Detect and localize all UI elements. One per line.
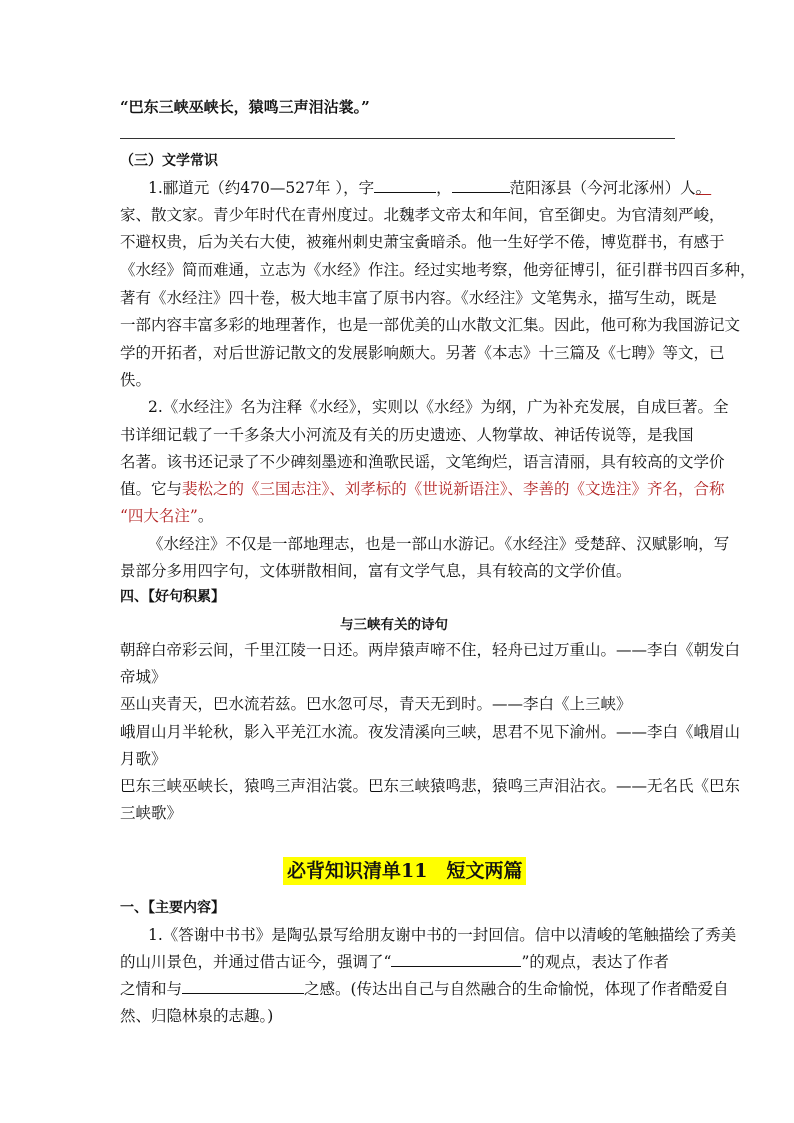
paragraph-1-line-4: 《水经》简而难通，立志为《水经》作注。经过实地考察，他旁征博引，征引群书四百多种，: [120, 261, 756, 279]
text-segment: 之情和与: [120, 980, 183, 998]
text-segment: 1.郦道元（约470—527年 ），字: [148, 179, 375, 197]
fill-blank-viewpoint: [391, 950, 521, 967]
divider-line: [120, 138, 675, 139]
poem-line: 峨眉山月半轮秋，影入平羌江水流。夜发清溪向三峡，思君不见下渝州。——李白《峨眉山: [120, 723, 741, 741]
paragraph-3-line-1: 《水经注》不仅是一部地理志，也是一部山水游记。《水经注》受楚辞、汉赋影响，写: [148, 535, 730, 553]
main-content-line-3: [120, 977, 729, 1001]
paragraph-3-line-2: 景部分多用四字句，文体骈散相间，富有文学气息，具有较高的文学价值。: [120, 562, 632, 580]
main-content-line-1: 1.《答谢中书书》是陶弘景写给朋友谢中书的一封回信。信中以清峻的笔触描绘了秀美: [148, 926, 737, 944]
checklist-title: 必背知识清单11 短文两篇: [283, 857, 526, 885]
poem-line: 月歌》: [120, 750, 167, 768]
paragraph-1-line-6: 一部内容丰富多彩的地理著作，也是一部优美的山水散文汇集。因此，他可称为我国游记文: [120, 316, 741, 334]
fill-blank-feeling: [182, 977, 304, 994]
paragraph-2-line-5: [120, 504, 213, 528]
poem-line: 朝辞白帝彩云间，千里江陵一日还。两岸猿声啼不住，轻舟已过万重山。——李白《朝发白: [120, 641, 741, 659]
poem-line: 巴东三峡巫峡长，猿鸣三声泪沾裳。巴东三峡猿鸣悲，猿鸣三声泪沾衣。——无名氏《巴东: [120, 777, 741, 795]
poem-line: 巫山夹青天，巴水流若兹。巴水忽可尽，青天无到时。——李白《上三峡》: [120, 695, 632, 713]
main-content-line-2: [120, 950, 669, 974]
fill-blank-identity: [452, 176, 510, 193]
paragraph-1-line-2: 家、散文家。青少年时代在青州度过。北魏孝文帝太和年间，官至御史。为官清刻严峻，: [120, 206, 725, 224]
text-segment: 之感。(传达出自己与自然融合的生命愉悦，体现了作者酷爱自: [304, 980, 729, 998]
text-segment: ，: [436, 179, 452, 197]
paragraph-1-line-1: [148, 176, 711, 200]
paragraph-1-line-7: 学的开拓者，对后世游记散文的发展影响颇大。另著《本志》十三篇及《七聘》等文，已: [120, 344, 725, 362]
paragraph-1-line-8: 佚。: [120, 371, 152, 389]
section-heading-literature: （三）文学常识: [120, 153, 218, 169]
section-heading-main-content: 一、【主要内容】: [120, 900, 225, 916]
section-heading-good-sentences: 四、【好句积累】: [120, 589, 225, 605]
poems-subtitle: 与三峡有关的诗句: [340, 617, 448, 633]
paragraph-2-line-1: 2.《水经注》名为注释《水经》，实则以《水经》为纲，广为补充发展，自成巨著。全: [148, 398, 729, 416]
highlight-four-annotations-name: “四大名注”: [120, 507, 198, 525]
text-segment: ”的观点，表达了作者: [521, 953, 669, 971]
paragraph-2-line-3: 名著。该书还记录了不少碑刻墨迹和渔歌民谣，文笔绚烂，语言清丽，具有较高的文学价: [120, 453, 725, 471]
paragraph-1-line-5: 著有《水经注》四十卷，极大地丰富了原书内容。《水经注》文笔隽永，描写生动，既是: [120, 289, 717, 307]
fill-blank-courtesy-name: [374, 176, 436, 193]
text-segment: 的山川景色，并通过借古证今，强调了“: [120, 953, 392, 971]
paragraph-2-line-4: [120, 477, 725, 501]
poem-line: 帝城》: [120, 668, 167, 686]
main-content-line-4: 然、归隐林泉的志趣。): [120, 1007, 274, 1025]
text-segment: 。: [695, 179, 712, 197]
highlight-four-annotations: 裴松之的《三国志注》、刘孝标的《世说新语注》、李善的《文选注》齐名，合称: [182, 480, 725, 498]
text-segment: 范阳涿县（今河北涿州）人: [509, 179, 696, 197]
top-quote: “巴东三峡巫峡长，猿鸣三声泪沾裳。”: [120, 98, 370, 116]
paragraph-2-line-2: 书详细记载了一千多条大小河流及有关的历史遗迹、人物掌故、神话传说等，是我国: [120, 426, 694, 444]
paragraph-1-line-3: 不避权贵，后为关右大使，被雍州刺史萧宝夤暗杀。他一生好学不倦，博览群书，有感于: [120, 233, 725, 251]
poem-line: 三峡歌》: [120, 804, 183, 822]
text-segment: 。: [197, 507, 214, 525]
text-segment: 值。它与: [120, 480, 183, 498]
